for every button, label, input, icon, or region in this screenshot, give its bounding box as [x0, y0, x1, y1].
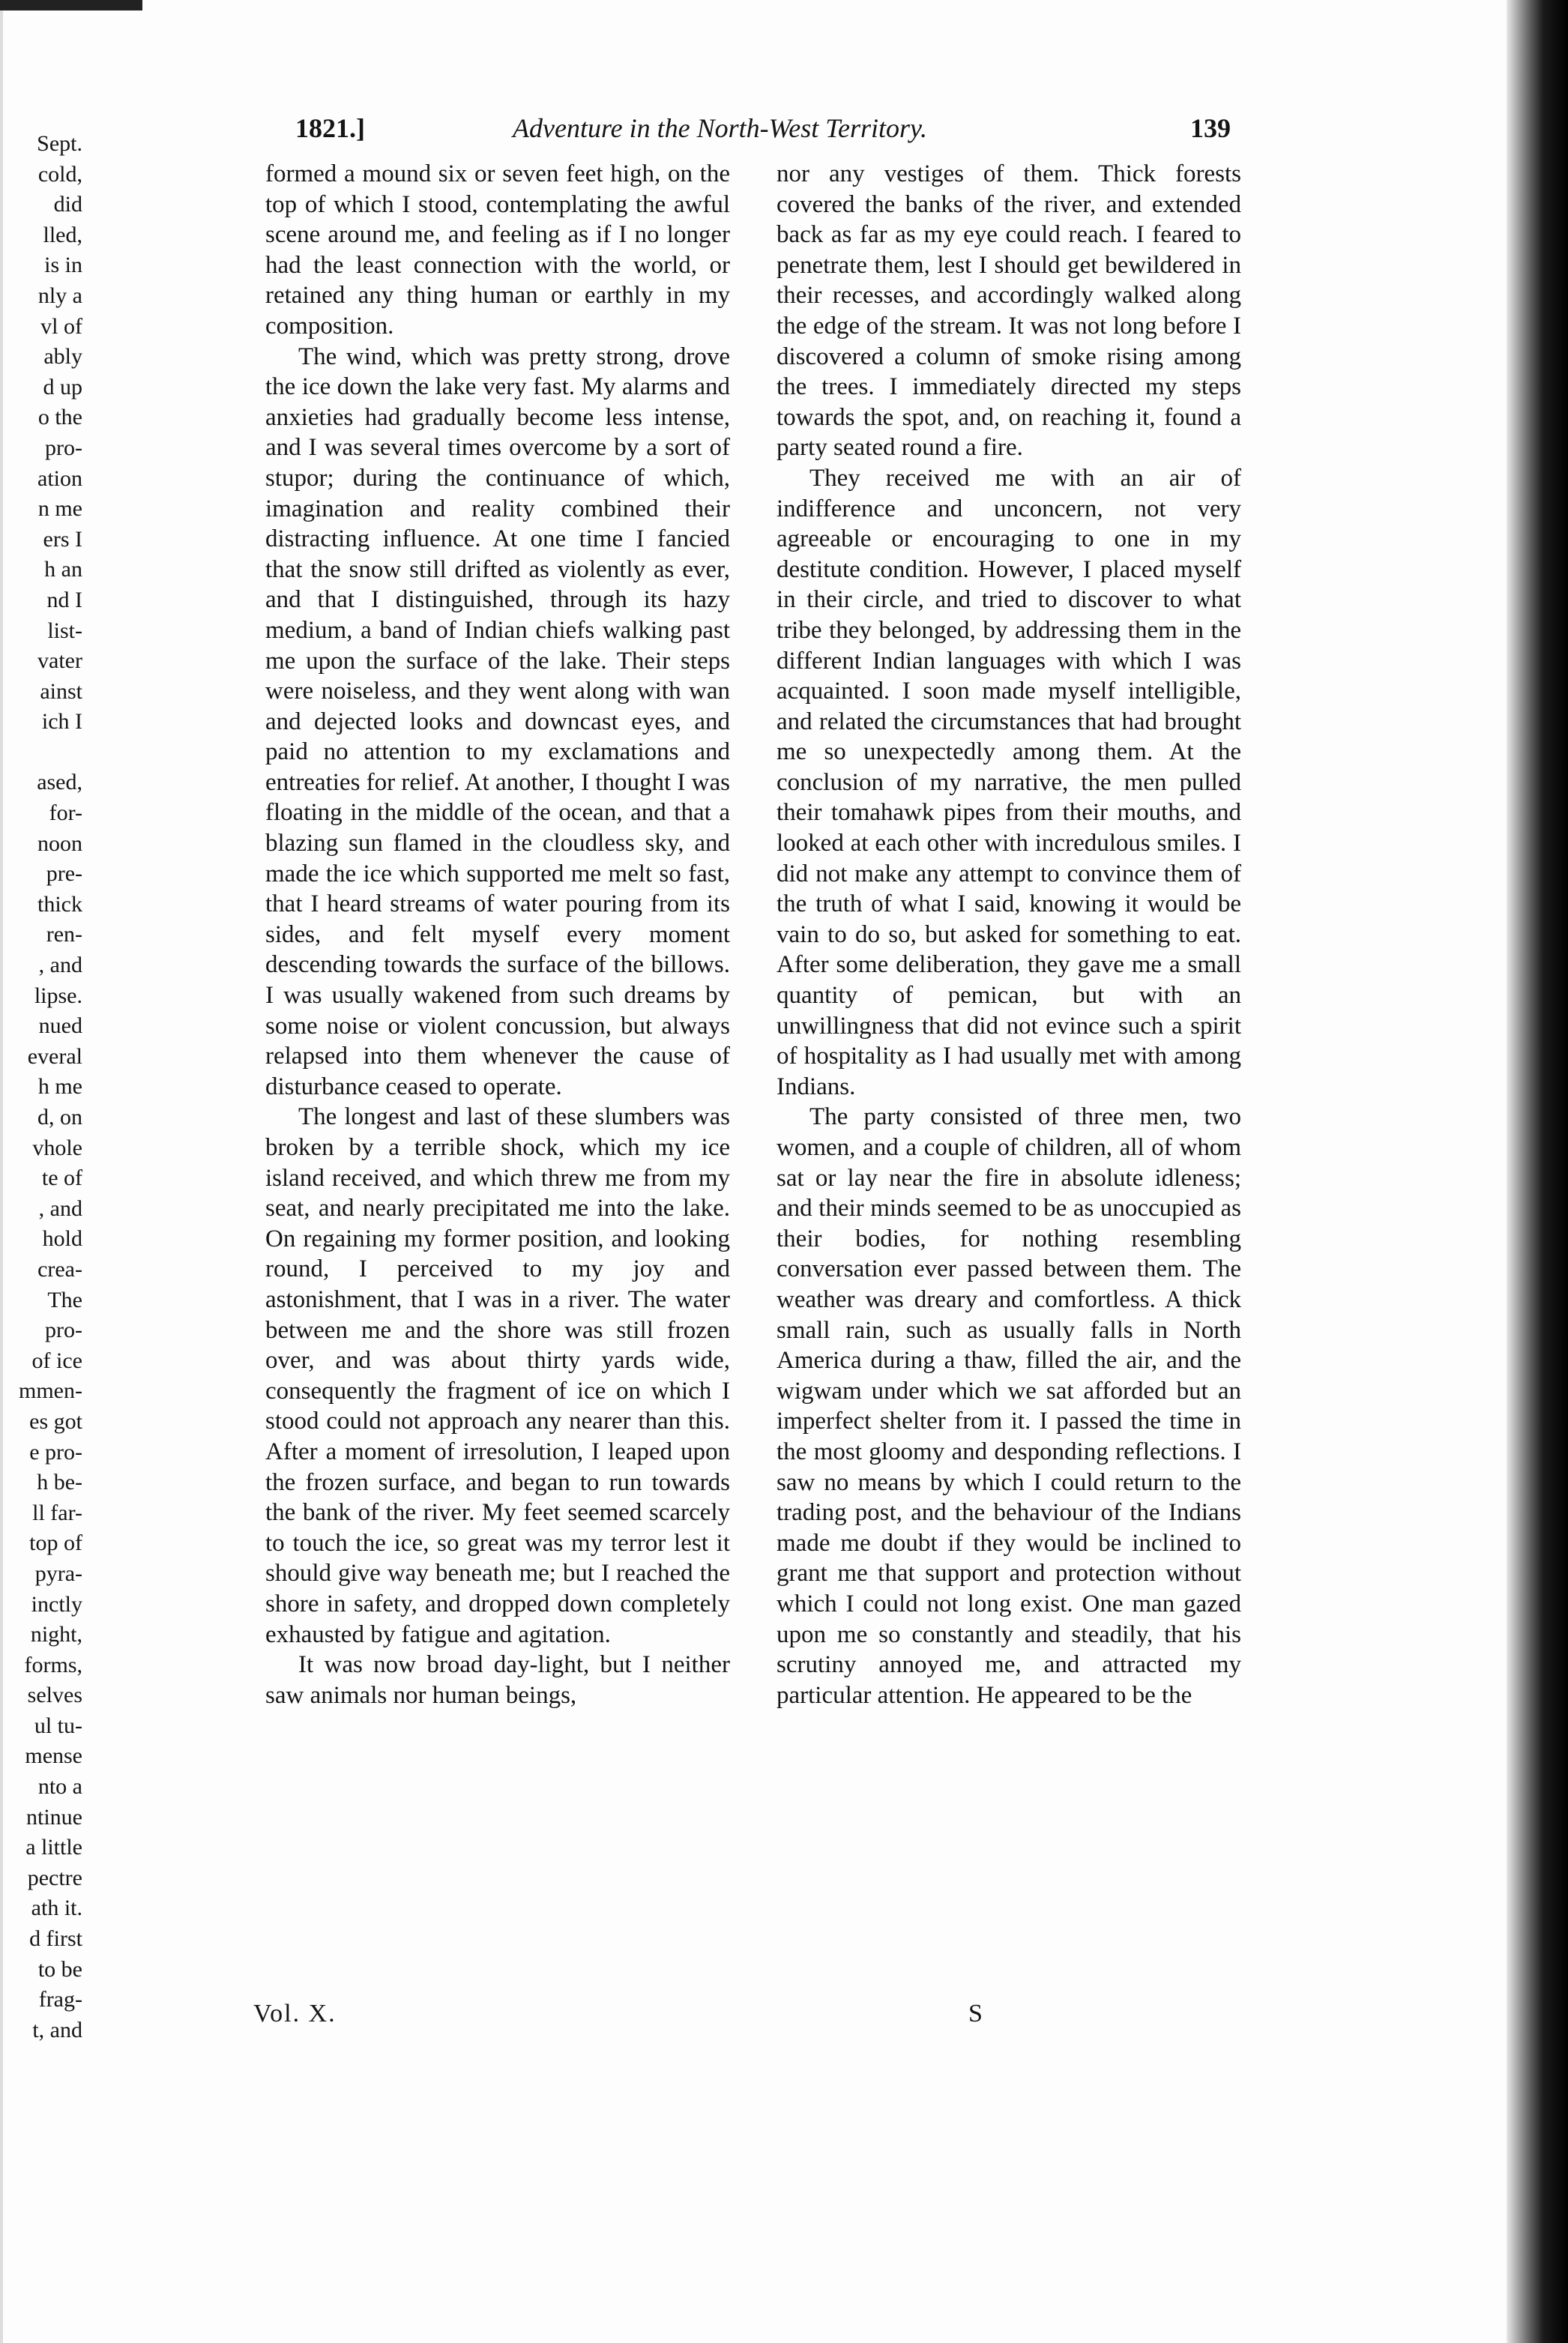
fragment-line: h me [37, 1074, 82, 1100]
fragment-line: ainst [40, 678, 82, 704]
fragment-line: ntinue [26, 1804, 82, 1830]
fragment-line: nly a [37, 283, 82, 308]
header-year: 1821.] [295, 113, 365, 143]
previous-page-fragments [0, 129, 82, 2045]
paragraph: formed a mound six or seven feet high, on the top of which I stood, contemplating the awful scene around me, and feeling as if I no longer had the least connection with the world, or retained any thing human or earthly in my composition. [265, 160, 730, 340]
paragraph: nor any vestiges of them. Thick forests covered the banks of the river, and extended back as far as my eye could reach. I feared to penetrate them, lest I should get bewildered in their recesses, and accordingly walked along the edge of the stream. It was not long before I discovered a column of smoke rising among the trees. I immediately directed my steps towards the spot, and, on reaching it, found a party seated round a fire. [777, 160, 1241, 462]
paragraph: The wind, which was pretty strong, drove the ice down the lake very fast. My alarms and anxieties had gradually become less intense, and I was several times overcome by a sort of stupor; during the continuance of which, imagination and reality combined their distracting influence. At one time I fancied that the snow still drifted as violently as ever, and that I distinguished, through its hazy medium, a band of Indian chiefs walking past me upon the surface of the lake. Their steps were noiseless, and they went along with wan and dejected looks and downcast eyes, and paid no attention to my exclamations and entreaties for relief. At another, I thought I was floating in the middle of the ocean, and that a blazing sun flamed in the cloudless sky, and made the ice which supported me melt so fast, that I heard streams of water pouring from its sides, and felt myself every moment descending towards the surface of the billows. I was usually wakened from such dreams by some noise or violent concussion, but always relapsed into them whenever the cause of disturbance ceased to operate. [265, 343, 730, 1100]
fragment-line: is in [44, 253, 82, 278]
fragment-line: did [53, 192, 82, 217]
fragment-line: nd I [46, 587, 82, 612]
scan-edge-shadow [1507, 0, 1568, 2343]
fragment-line: vl of [40, 313, 82, 339]
signature-mark: S [968, 2000, 983, 2027]
fragment-line: e pro- [29, 1439, 82, 1465]
fragment-line: ath it. [31, 1896, 82, 1921]
fragment-line: vhole [32, 1135, 82, 1160]
volume-label: Vol. X. [253, 2000, 337, 2027]
fragment-line: frag- [38, 1987, 82, 2012]
paragraph: The longest and last of these slumbers was broken by a terrible shock, which my ice island received, and which threw me from my seat, and nearly precipitated me into the lake. On regaining my former position, and looking round, I perceived to my joy and astonishment, that I was in a river. The water between me and the shore was still frozen over, and was about thirty yards wide, consequently the fragment of ice on which I stood could not approach any nearer than this. After a moment of irresolution, I leaped upon the frozen surface, and began to run towards the bank of the river. My feet seemed scarcely to touch the ice, so great was my terror lest it should give way beneath me; but I reached the shore in safety, and dropped down completely exhausted by fatigue and agitation. [265, 1103, 730, 1648]
page-number: 139 [1190, 113, 1231, 143]
fragment-line: vater [37, 648, 82, 674]
fragment-line: te of [41, 1166, 82, 1191]
fragment-line: lled, [43, 222, 82, 247]
fragment-line: for- [49, 800, 82, 826]
fragment-line: inctly [31, 1591, 82, 1617]
header-title: Adventure in the North-West Territory. [513, 113, 927, 143]
fragment-line: ren- [46, 922, 82, 947]
fragment-line: of ice [31, 1348, 82, 1373]
fragment-line: n me [37, 496, 82, 522]
fragment-line: ll far- [32, 1500, 82, 1525]
fragment-line: d, on [37, 1105, 82, 1130]
fragment-line: d up [43, 374, 82, 399]
fragment-line: list- [47, 618, 82, 643]
fragment-line: The [47, 1287, 82, 1312]
fragment-line: nto a [37, 1774, 82, 1800]
paragraph: They received me with an air of indifference and unconcern, not very agreeable or encouraging to one in my destitute condition. However, I placed myself in their circle, and tried to discover to what tribe they belonged, by addressing them in the different Indian languages with which I was acquainted. I soon made myself intelligible, and related the circumstances that had brought me so unexpectedly among them. At the conclusion of my narrative, the men pulled their tomahawk pipes from their mouths, and looked at each other with incredulous smiles. I did not make any attempt to convince them of the truth of what I said, knowing it would be vain to do so, but asked for something to eat. After some deliberation, they gave me a small quantity of pemican, but with an unwillingness that did not evince such a spirit of hospitality as I had usually met with among Indians. [777, 464, 1241, 1100]
fragment-line: thick [37, 891, 82, 917]
fragment-line: mmen- [19, 1378, 82, 1404]
fragment-line: cold, [37, 161, 82, 187]
fragment-line: pectre [27, 1865, 82, 1890]
fragment-line: o the [37, 405, 82, 430]
fragment-line: , and [38, 953, 82, 978]
right-column [777, 159, 1241, 1710]
fragment-line: a little [25, 1835, 82, 1860]
left-column [265, 159, 730, 1710]
fragment-line: ased, [37, 770, 82, 795]
fragment-line: selves [27, 1683, 82, 1708]
fragment-line: to be [37, 1956, 82, 1982]
fragment-line: , and [38, 1195, 82, 1221]
fragment-line: ich I [41, 709, 82, 735]
fragment-line: h an [44, 557, 82, 582]
fragment-line: mense [25, 1743, 82, 1769]
fragment-line: crea- [37, 1256, 82, 1282]
paragraph: It was now broad day-light, but I neither saw animals nor human beings, [265, 1651, 730, 1709]
fragment-line: pyra- [34, 1561, 82, 1586]
fragment-line: ably [43, 344, 82, 370]
fragment-line: pro- [45, 435, 82, 460]
fragment-line: ul tu- [34, 1713, 82, 1738]
fragment-line: pro- [45, 1318, 82, 1343]
fragment-line: t, and [32, 2017, 82, 2042]
fragment-line: Sept. [37, 131, 82, 156]
fragment-line: lipse. [34, 983, 82, 1008]
fragment-line: nued [38, 1013, 82, 1039]
fragment-line [0, 738, 82, 768]
fragment-line: ers I [43, 526, 82, 552]
fragment-line: noon [37, 830, 82, 856]
running-header [295, 112, 1231, 150]
fragment-line: ation [37, 465, 82, 491]
fragment-line: top of [29, 1531, 82, 1556]
fragment-line: pre- [46, 861, 82, 887]
fragment-line: es got [29, 1408, 82, 1434]
paragraph: The party consisted of three men, two women, and a couple of children, all of whom sat or lay near the fire in absolute idleness; and their minds seemed to be as unoccupied as their bodies, for nothing resembling conversation ever passed between them. The weather was dreary and comfortless. A thick small rain, such as usually falls in North America during a thaw, filled the air, and the wigwam under which we sat afforded but an imperfect shelter from it. I passed the time in the most gloomy and desponding reflections. I saw no means by which I could return to the trading post, and the behaviour of the Indians made me doubt if they would be inclined to grant me that support and protection without which I could not long exist. One man gazed upon me so constantly and steadily, that his scrutiny annoyed me, and attracted my particular attention. He appeared to be the [777, 1103, 1241, 1709]
fragment-line: h be- [37, 1470, 82, 1495]
fragment-line: d first [29, 1926, 82, 1952]
fragment-line: forms, [24, 1652, 82, 1677]
fragment-line: everal [27, 1043, 82, 1069]
fragment-line: hold [42, 1226, 82, 1252]
scan-margin-dark [0, 0, 142, 10]
fragment-line: night, [30, 1622, 82, 1647]
